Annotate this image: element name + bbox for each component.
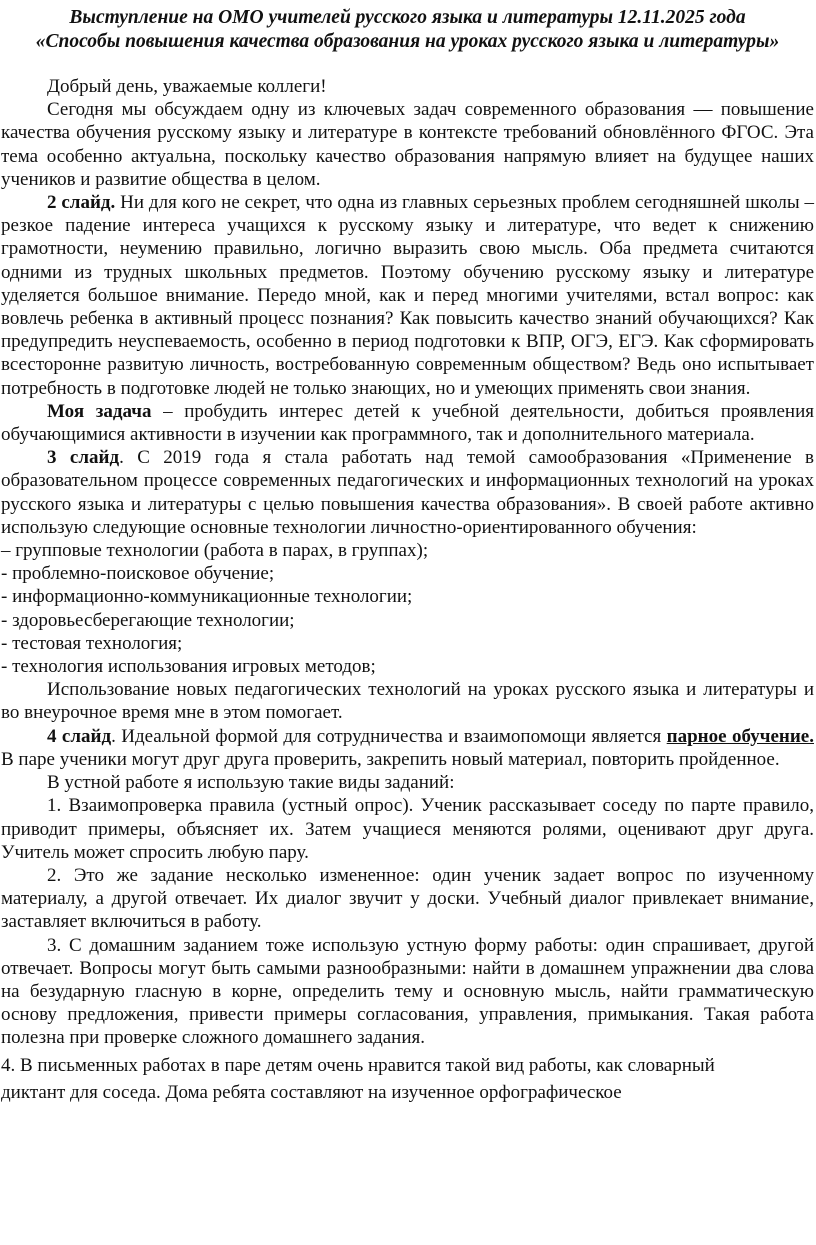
slide2-text: Ни для кого не секрет, что одна из главных серьезных проблем сегодняшней школы – резкое падение интереса учащихся к русскому языку и литературе, что ведет к снижению грамотности, неумению правильно, логично выразить свою мысль. Оба предмета считаются одними из трудных школьных предметов. Поэтому обучению русскому языку и литературе уделяется большое внимание. Передо мной, как и перед многими учителями, встал вопрос: как вовлечь ребенка в активный процесс познания? Как повысить качество знаний обучающихся? Как предупредить неуспеваемость, особенно в период подготовки к ВПР, ОГЭ, ЕГЭ. Как сформировать всесторонне развитую личность, востребованную современным обществом? Ведь оно испытывает потребность в подготовке людей не только знающих, но и умеющих применять свои знания. bbox=[1, 192, 814, 399]
technology-list-item: - информационно-коммуникационные технологии; bbox=[1, 586, 413, 608]
task1-paragraph bbox=[1, 794, 814, 864]
oral-intro-text: В устной работе я использую такие виды заданий: bbox=[47, 772, 455, 794]
slide4-emphasis: парное обучение. bbox=[666, 725, 814, 747]
task3-paragraph bbox=[1, 934, 814, 1050]
slide3-label: 3 слайд bbox=[47, 447, 120, 469]
technology-list-item: – групповые технологии (работа в парах, в группах); bbox=[1, 540, 429, 562]
oral-intro-paragraph bbox=[1, 771, 814, 794]
task-label: Моя задача bbox=[47, 400, 152, 422]
tech-summary-text: Использование новых педагогических технологий на уроках русского языка и литературы и во внеурочное время мне в этом помогает. bbox=[1, 679, 814, 724]
slide4-label: 4 слайд bbox=[47, 725, 112, 747]
technology-list-item: - технология использования игровых методов; bbox=[1, 656, 376, 678]
technology-list-item: - тестовая технология; bbox=[1, 632, 183, 654]
task1-text: 1. Взаимопроверка правила (устный опрос). Ученик рассказывает соседу по парте правило, приводит примеры, объясняет их. Затем учащиеся меняются ролями, оценивают друг друга. Учитель может спросить любую пару. bbox=[1, 795, 814, 863]
task-paragraph bbox=[1, 400, 814, 446]
title-line-1: Выступление на ОМО учителей русского языка и литературы 12.11.2025 года bbox=[69, 7, 746, 28]
task2-text: 2. Это же задание несколько измененное: один ученик задает вопрос по изученному материалу, а другой отвечает. Их диалог звучит у доски. Учебный диалог привлекает внимание, заставляет включиться в работу. bbox=[1, 864, 814, 933]
task4-line-1: 4. В письменных работах в паре детям очень нравится такой вид работы, как словарный bbox=[1, 1054, 715, 1076]
slide2-label: 2 слайд. bbox=[47, 192, 116, 214]
task3-text: 3. С домашним заданием тоже использую устную форму работы: один спрашивает, другой отвечает. Вопросы могут быть самыми разнообразными: найти в домашнем упражнении два слова на безударную гласную в корне, определить тему и основную мысль, найти грамматическую основу предложения, привести примеры согласования, управления, примыкания. Такая работа полезна при проверке сложного домашнего задания. bbox=[1, 934, 814, 1049]
slide4-text-a: . Идеальной формой для сотрудничества и взаимопомощи является bbox=[111, 725, 667, 747]
greeting-text: Добрый день, уважаемые коллеги! bbox=[47, 76, 327, 97]
task-text: – пробудить интерес детей к учебной деятельности, добиться проявления обучающимися активности в изучении как программного, так и дополнительного материала. bbox=[1, 400, 814, 446]
technology-list-item: - проблемно-поисковое обучение; bbox=[1, 563, 275, 585]
intro-paragraph bbox=[1, 98, 814, 191]
slide4-text-b: В паре ученики могут друг друга проверить, закрепить новый материал, повторить пройденное. bbox=[1, 748, 780, 770]
task2-paragraph bbox=[1, 864, 814, 934]
task4-line-2: диктант для соседа. Дома ребята составляют на изученное орфографическое bbox=[1, 1081, 622, 1103]
technology-list-item: - здоровьесберегающие технологии; bbox=[1, 609, 295, 631]
slide3-text: . С 2019 года я стала работать над темой самообразования «Применение в образовательном процессе современных педагогических и информационных технологий на уроках русского языка и литературы с целью повышения качества образования». В своей работе активно использую следующие основные технологии личностно-ориентированного обучения: bbox=[1, 447, 814, 538]
tech-summary-paragraph bbox=[1, 678, 814, 724]
slide4-paragraph bbox=[1, 725, 814, 771]
intro-text: Сегодня мы обсуждаем одну из ключевых задач современного образования — повышение качества обучения русскому языку и литературе в контексте требований обновлённого ФГОС. Эта тема особенно актуальна, поскольку качество образования напрямую влияет на будущее наших учеников и развитие общества в целом. bbox=[1, 99, 814, 190]
greeting-paragraph bbox=[1, 75, 814, 98]
slide3-paragraph bbox=[1, 446, 814, 539]
title-line-2: «Способы повышения качества образования на уроках русского языка и литературы» bbox=[35, 30, 780, 52]
slide2-paragraph bbox=[1, 191, 814, 400]
document-title bbox=[1, 6, 814, 53]
